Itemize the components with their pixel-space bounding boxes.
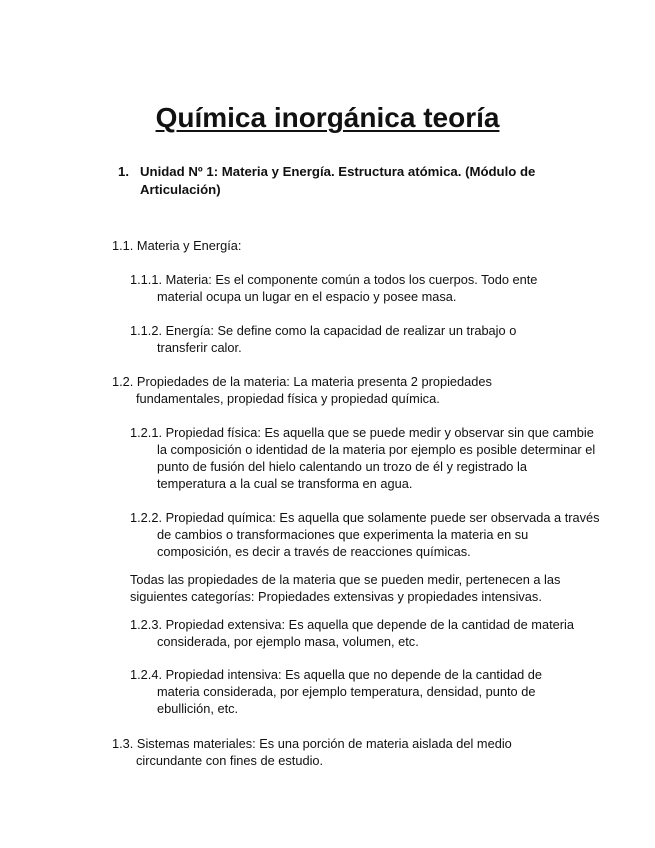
section-1-2-2-number: 1.2.2. — [130, 510, 163, 525]
section-1-1 — [112, 237, 532, 254]
categories-paragraph: Todas las propiedades de la materia que se pueden medir, pertenecen a las siguientes categorías: Propiedades extensivas y propiedades intensivas. — [130, 572, 561, 604]
section-1-1-text: Materia y Energía: — [136, 238, 242, 253]
section-1-2-2-text: Propiedad química: Es aquella que solamente puede ser observada a través de cambios o transformaciones que experimenta la materia en su composición, es decir a través de reacciones químicas. — [157, 510, 600, 559]
section-1-2-text: Propiedades de la materia: La materia presenta 2 propiedades fundamentales, propiedad física y propiedad química. — [136, 374, 492, 406]
section-1-2-1 — [130, 424, 597, 492]
section-1-2-4 — [130, 666, 577, 717]
section-1-2-1-text: Propiedad física: Es aquella que se puede medir y observar sin que cambie la composición o identidad de la materia por ejemplo es posible determinar el punto de fusión del hielo calentando un trozo de él y registrado la temperatura a la cual se transforma en agua. — [157, 425, 596, 491]
section-1-2-3-number: 1.2.3. — [130, 617, 163, 632]
section-1-1-number: 1.1. — [112, 238, 134, 253]
unit-title: Unidad Nº 1: Materia y Energía. Estructura atómica. (Módulo de Articulación) — [140, 164, 536, 197]
section-1-1-1-number: 1.1.1. — [130, 272, 163, 287]
section-1-3-number: 1.3. — [112, 736, 134, 751]
section-1-3 — [112, 735, 546, 769]
section-1-2-3-text: Propiedad extensiva: Es aquella que depende de la cantidad de materia considerada, por ejemplo masa, volumen, etc. — [157, 617, 574, 649]
section-1-2-4-number: 1.2.4. — [130, 667, 163, 682]
section-1-2 — [112, 373, 536, 407]
section-1-2-number: 1.2. — [112, 374, 134, 389]
section-1-1-2 — [130, 322, 563, 356]
section-1-1-2-text: Energía: Se define como la capacidad de realizar un trabajo o transferir calor. — [157, 323, 517, 355]
section-1-1-1 — [130, 271, 563, 305]
section-1-2-1-number: 1.2.1. — [130, 425, 163, 440]
page-title: Química inorgánica teoría — [155, 102, 500, 133]
section-1-2-3 — [130, 616, 577, 650]
section-1-1-2-number: 1.1.2. — [130, 323, 163, 338]
section-1-2-4-text: Propiedad intensiva: Es aquella que no depende de la cantidad de materia considerada, por ejemplo temperatura, densidad, punto de ebullición, etc. — [157, 667, 542, 716]
section-1-2-2 — [130, 509, 601, 560]
section-1-3-text: Sistemas materiales: Es una porción de materia aislada del medio circundante con fines de estudio. — [136, 736, 512, 768]
unit-number: 1. — [118, 164, 129, 179]
section-1-1-1-text: Materia: Es el componente común a todos los cuerpos. Todo ente material ocupa un lugar en el espacio y posee masa. — [157, 272, 538, 304]
